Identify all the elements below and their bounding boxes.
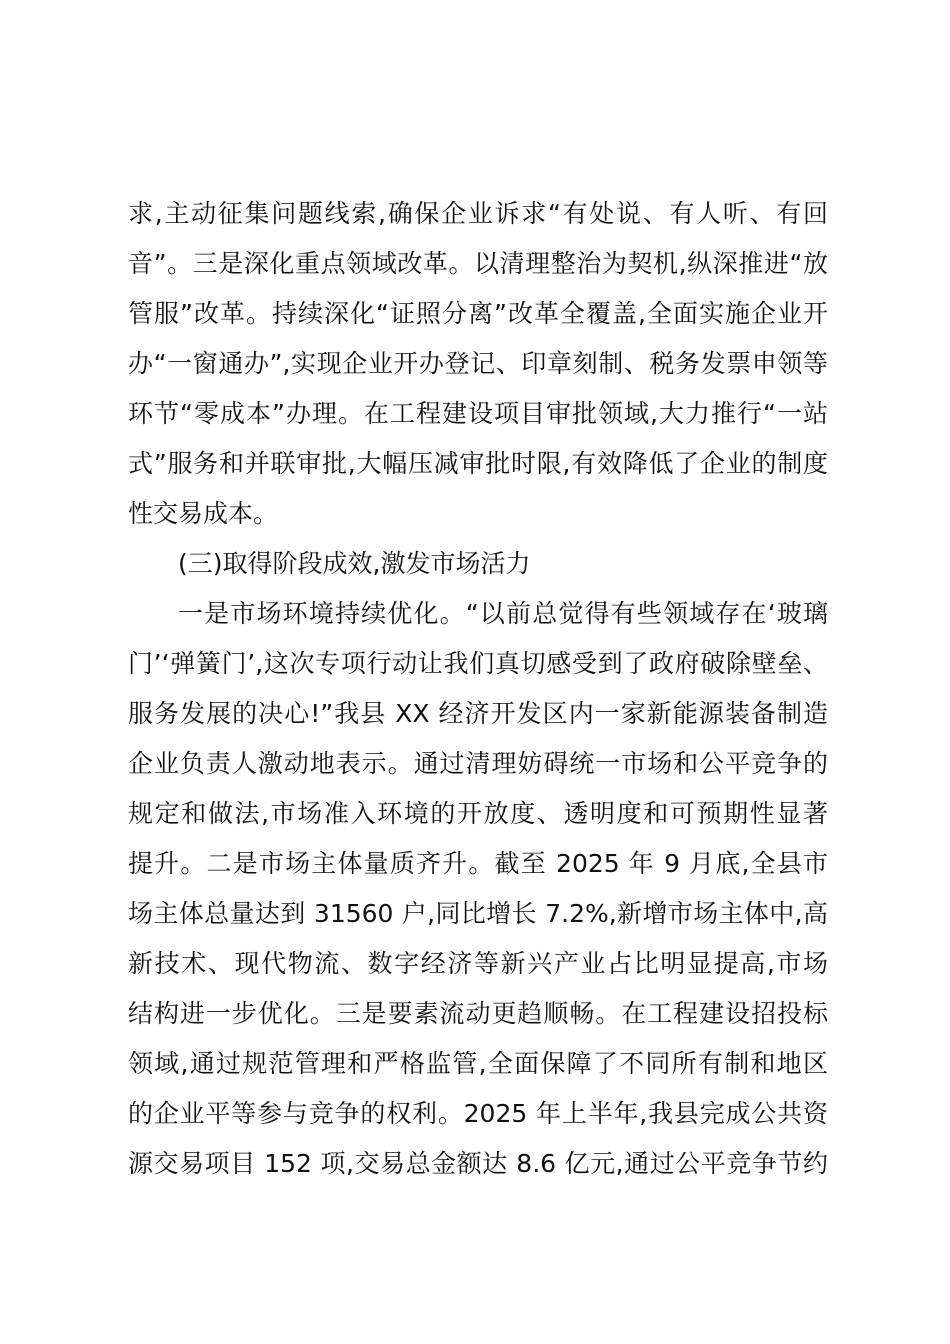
section-heading: (三)取得阶段成效,激发市场活力 bbox=[178, 549, 531, 578]
body-text-line: 一是市场环境持续优化。“以前总觉得有些领域存在‘玻璃 bbox=[178, 599, 828, 628]
body-text-line: 企业负责人激动地表示。通过清理妨碍统一市场和公平竞争的 bbox=[128, 749, 828, 778]
body-text-line: 规定和做法,市场准入环境的开放度、透明度和可预期性显著 bbox=[128, 799, 828, 828]
body-text-line: 的企业平等参与竞争的权利。2025 年上半年,我县完成公共资 bbox=[128, 1099, 828, 1128]
body-text-line: 结构进一步优化。三是要素流动更趋顺畅。在工程建设招投标 bbox=[128, 999, 828, 1028]
body-text-line: 音”。三是深化重点领域改革。以清理整治为契机,纵深推进“放 bbox=[128, 249, 828, 278]
body-text-line: 办“一窗通办”,实现企业开办登记、印章刻制、税务发票申领等 bbox=[128, 349, 828, 378]
body-text-line: 场主体总量达到 31560 户,同比增长 7.2%,新增市场主体中,高 bbox=[128, 899, 828, 928]
body-text-line: 门’‘弹簧门’,这次专项行动让我们真切感受到了政府破除壁垒、 bbox=[128, 649, 828, 678]
body-text-line: 领域,通过规范管理和严格监管,全面保障了不同所有制和地区 bbox=[128, 1049, 828, 1078]
body-text-line: 服务发展的决心!”我县 XX 经济开发区内一家新能源装备制造 bbox=[128, 699, 828, 728]
body-text-line: 性交易成本。 bbox=[128, 499, 279, 528]
body-text-line: 环节“零成本”办理。在工程建设项目审批领域,大力推行“一站 bbox=[128, 399, 828, 428]
body-text-line: 式”服务和并联审批,大幅压减审批时限,有效降低了企业的制度 bbox=[128, 449, 828, 478]
body-text-line: 求,主动征集问题线索,确保企业诉求“有处说、有人听、有回 bbox=[128, 199, 828, 228]
body-text-line: 管服”改革。持续深化“证照分离”改革全覆盖,全面实施企业开 bbox=[128, 299, 828, 328]
body-text-line: 新技术、现代物流、数字经济等新兴产业占比明显提高,市场 bbox=[128, 949, 828, 978]
body-text-line: 提升。二是市场主体量质齐升。截至 2025 年 9 月底,全县市 bbox=[128, 849, 828, 878]
body-text-line: 源交易项目 152 项,交易总金额达 8.6 亿元,通过公平竞争节约 bbox=[128, 1149, 828, 1178]
